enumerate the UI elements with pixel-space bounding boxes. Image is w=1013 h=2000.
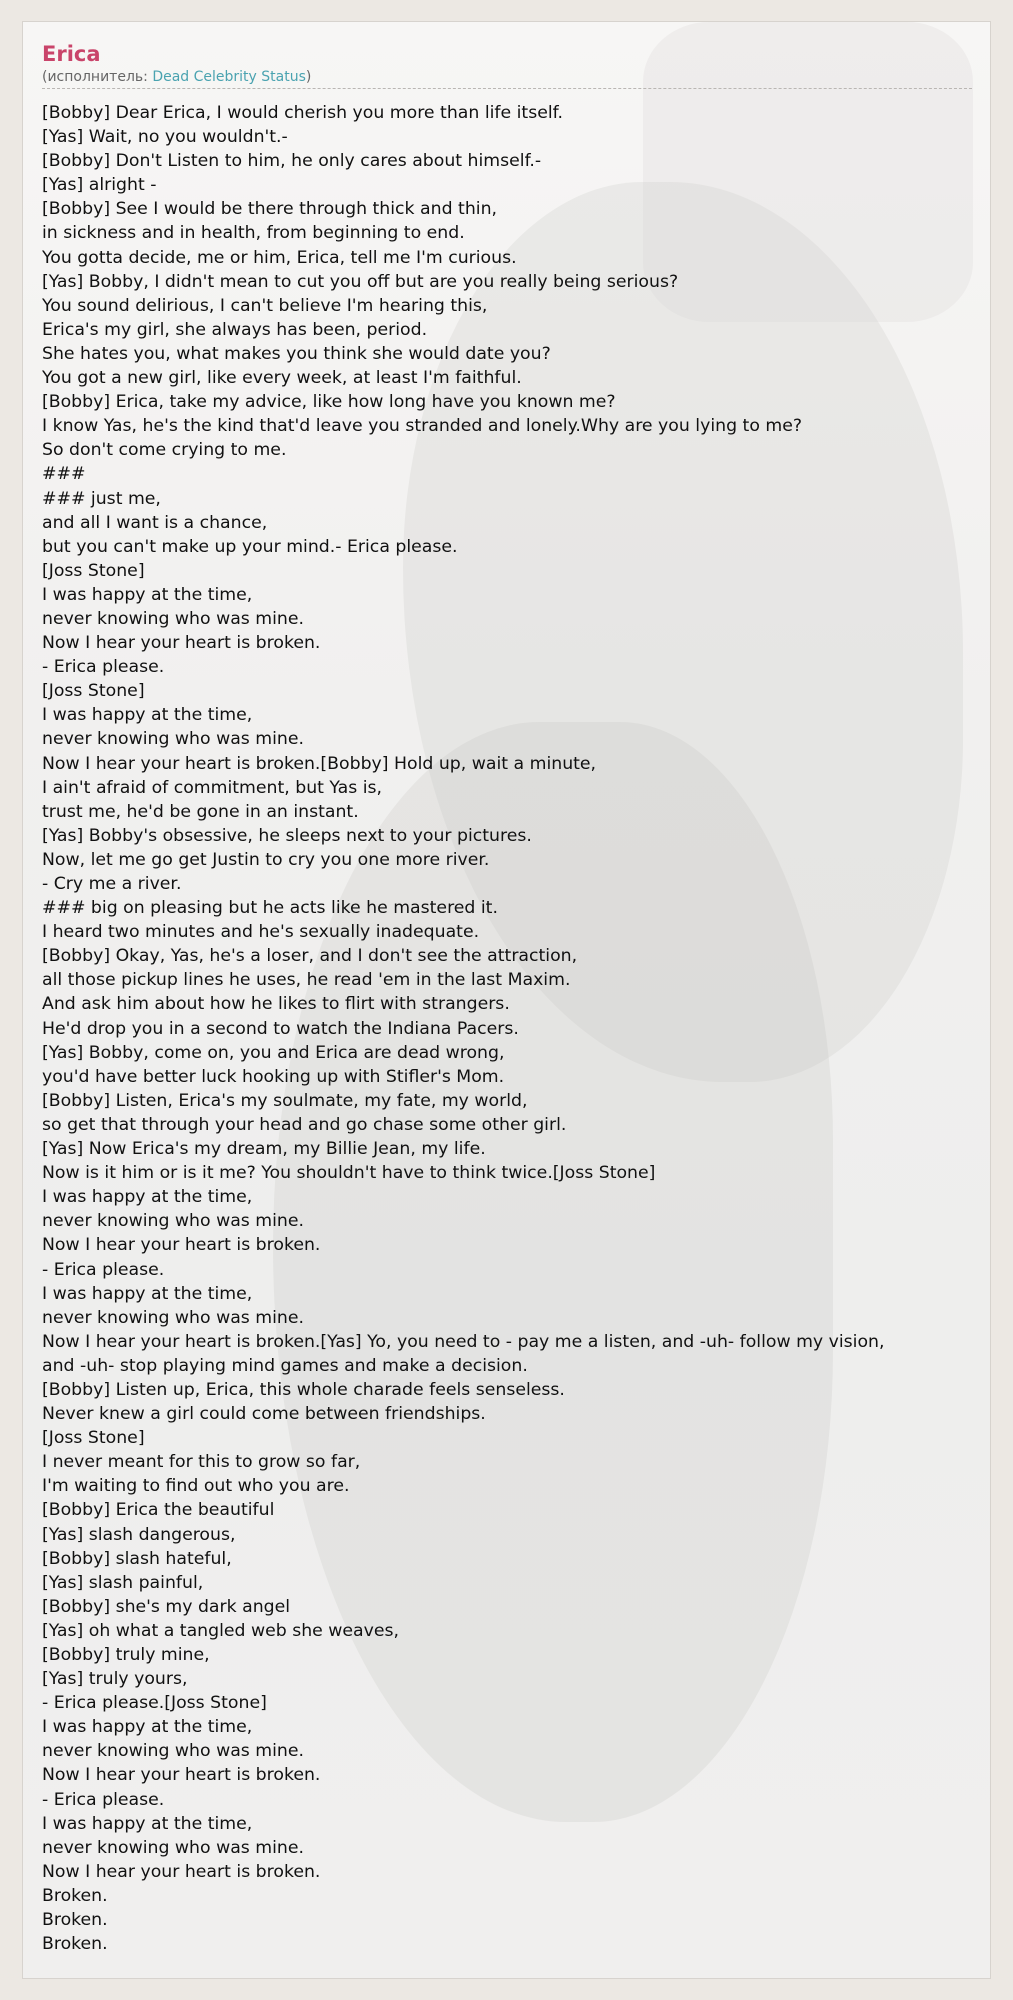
lyric-line: And ask him about how he likes to flirt with strangers. <box>42 994 510 1015</box>
lyric-line: - Erica please.[Joss Stone] <box>42 1693 267 1714</box>
lyric-line: Now I hear your heart is broken. <box>42 633 321 654</box>
lyric-line: Broken. <box>42 1885 108 1906</box>
lyric-line: Now I hear your heart is broken. <box>42 1861 321 1882</box>
lyric-line: in sickness and in health, from beginning to end. <box>42 223 465 244</box>
lyric-line: [Bobby] Okay, Yas, he's a loser, and I don't see the attraction, <box>42 946 578 967</box>
lyric-line: [Bobby] Don't Listen to him, he only cares about himself.- <box>42 151 542 172</box>
lyric-line: you'd have better luck hooking up with Stifler's Mom. <box>42 1066 505 1087</box>
lyric-line: I never meant for this to grow so far, <box>42 1452 361 1473</box>
lyric-line: Now is it him or is it me? You shouldn't have to think twice.[Joss Stone] <box>42 1163 656 1184</box>
lyric-line: [Bobby] Erica, take my advice, like how long have you known me? <box>42 392 616 413</box>
lyric-line: [Yas] Bobby, I didn't mean to cut you off but are you really being serious? <box>42 271 679 292</box>
lyric-line: never knowing who was mine. <box>42 1837 305 1858</box>
lyric-line: never knowing who was mine. <box>42 1211 305 1232</box>
lyric-line: ### <box>42 464 86 485</box>
lyric-line: ### big on pleasing but he acts like he mastered it. <box>42 898 498 919</box>
lyric-line: I heard two minutes and he's sexually inadequate. <box>42 922 480 943</box>
lyric-line: I was happy at the time, <box>42 1283 253 1304</box>
performer-link[interactable]: Dead Celebrity Status <box>152 69 306 85</box>
lyric-line: He'd drop you in a second to watch the Indiana Pacers. <box>42 1018 519 1039</box>
lyric-line: so get that through your head and go chase some other girl. <box>42 1114 567 1135</box>
lyric-line: Never knew a girl could come between friendships. <box>42 1404 486 1425</box>
lyric-line: [Bobby] Listen, Erica's my soulmate, my fate, my world, <box>42 1090 528 1111</box>
lyric-line: - Erica please. <box>42 657 165 678</box>
lyric-line: but you can't make up your mind.- Erica please. <box>42 536 458 557</box>
lyric-line: [Joss Stone] <box>42 681 145 702</box>
lyric-line: never knowing who was mine. <box>42 608 305 629</box>
lyric-line: [Bobby] Listen up, Erica, this whole charade feels senseless. <box>42 1379 565 1400</box>
lyric-line: [Bobby] Dear Erica, I would cherish you more than life itself. <box>42 103 563 123</box>
lyric-line: I was happy at the time, <box>42 1187 253 1208</box>
lyric-line: Broken. <box>42 1910 108 1931</box>
lyric-line: I was happy at the time, <box>42 705 253 726</box>
lyric-line: [Yas] Wait, no you wouldn't.- <box>42 127 288 148</box>
lyric-line: I ain't afraid of commitment, but Yas is, <box>42 777 382 798</box>
lyric-line: Broken. <box>42 1934 108 1955</box>
lyric-line: You got a new girl, like every week, at least I'm faithful. <box>42 368 522 389</box>
lyric-line: Now I hear your heart is broken. <box>42 1765 321 1786</box>
lyric-line: I was happy at the time, <box>42 1813 253 1834</box>
lyric-line: - Cry me a river. <box>42 874 182 894</box>
lyric-line: I was happy at the time, <box>42 1717 253 1738</box>
lyric-line: never knowing who was mine. <box>42 1307 305 1328</box>
song-header <box>42 40 972 89</box>
lyric-line: Now I hear your heart is broken. <box>42 1235 321 1256</box>
lyric-line: [Yas] truly yours, <box>42 1669 188 1690</box>
lyric-line: Now I hear your heart is broken.[Bobby] Hold up, wait a minute, <box>42 753 597 774</box>
lyrics-card <box>22 21 991 1979</box>
performer-prefix: (исполнитель: <box>42 69 153 85</box>
lyric-line: and -uh- stop playing mind games and make a decision. <box>42 1355 528 1376</box>
lyric-line: never knowing who was mine. <box>42 729 305 750</box>
lyric-line: [Joss Stone] <box>42 560 145 581</box>
lyric-line: and all I want is a chance, <box>42 512 268 533</box>
lyric-line: [Yas] oh what a tangled web she weaves, <box>42 1620 399 1641</box>
lyric-line: You gotta decide, me or him, Erica, tell me I'm curious. <box>42 247 517 268</box>
lyric-line: [Yas] alright - <box>42 175 157 196</box>
lyric-line: Now I hear your heart is broken.[Yas] Yo, you need to - pay me a listen, and -uh- follow my vision, <box>42 1331 885 1352</box>
lyric-line: She hates you, what makes you think she would date you? <box>42 343 551 364</box>
lyric-line: all those pickup lines he uses, he read 'em in the last Maxim. <box>42 970 571 991</box>
lyric-line: I'm waiting to find out who you are. <box>42 1476 350 1497</box>
performer-suffix: ) <box>305 69 312 85</box>
lyric-line: So don't come crying to me. <box>42 440 287 461</box>
lyric-line: [Bobby] Erica the beautiful <box>42 1500 275 1521</box>
lyric-line: [Joss Stone] <box>42 1428 145 1449</box>
lyric-line: [Yas] slash dangerous, <box>42 1524 236 1545</box>
lyric-line: [Yas] Bobby, come on, you and Erica are dead wrong, <box>42 1042 505 1063</box>
lyric-line: [Bobby] truly mine, <box>42 1645 210 1665</box>
lyric-line: - Erica please. <box>42 1259 165 1280</box>
lyrics-text <box>42 101 885 1956</box>
song-title: Erica <box>42 42 101 66</box>
lyric-line: [Yas] Bobby's obsessive, he sleeps next to your pictures. <box>42 825 532 846</box>
lyric-line: [Bobby] slash hateful, <box>42 1548 232 1569</box>
lyric-line: [Yas] Now Erica's my dream, my Billie Jean, my life. <box>42 1139 486 1160</box>
lyric-line: Now, let me go get Justin to cry you one more river. <box>42 849 490 870</box>
lyric-line: I know Yas, he's the kind that'd leave you stranded and lonely.Why are you lying to me? <box>42 416 803 437</box>
lyric-line: You sound delirious, I can't believe I'm hearing this, <box>42 295 488 316</box>
lyric-line: Erica's my girl, she always has been, period. <box>42 319 428 340</box>
lyric-line: never knowing who was mine. <box>42 1741 305 1762</box>
performer-line <box>42 68 972 86</box>
lyric-line: [Bobby] See I would be there through thick and thin, <box>42 199 498 220</box>
lyric-line: [Yas] slash painful, <box>42 1572 204 1593</box>
lyric-line: I was happy at the time, <box>42 584 253 605</box>
lyric-line: ### just me, <box>42 488 161 509</box>
lyric-line: trust me, he'd be gone in an instant. <box>42 801 359 822</box>
lyric-line: - Erica please. <box>42 1789 165 1810</box>
lyric-line: [Bobby] she's my dark angel <box>42 1596 291 1617</box>
